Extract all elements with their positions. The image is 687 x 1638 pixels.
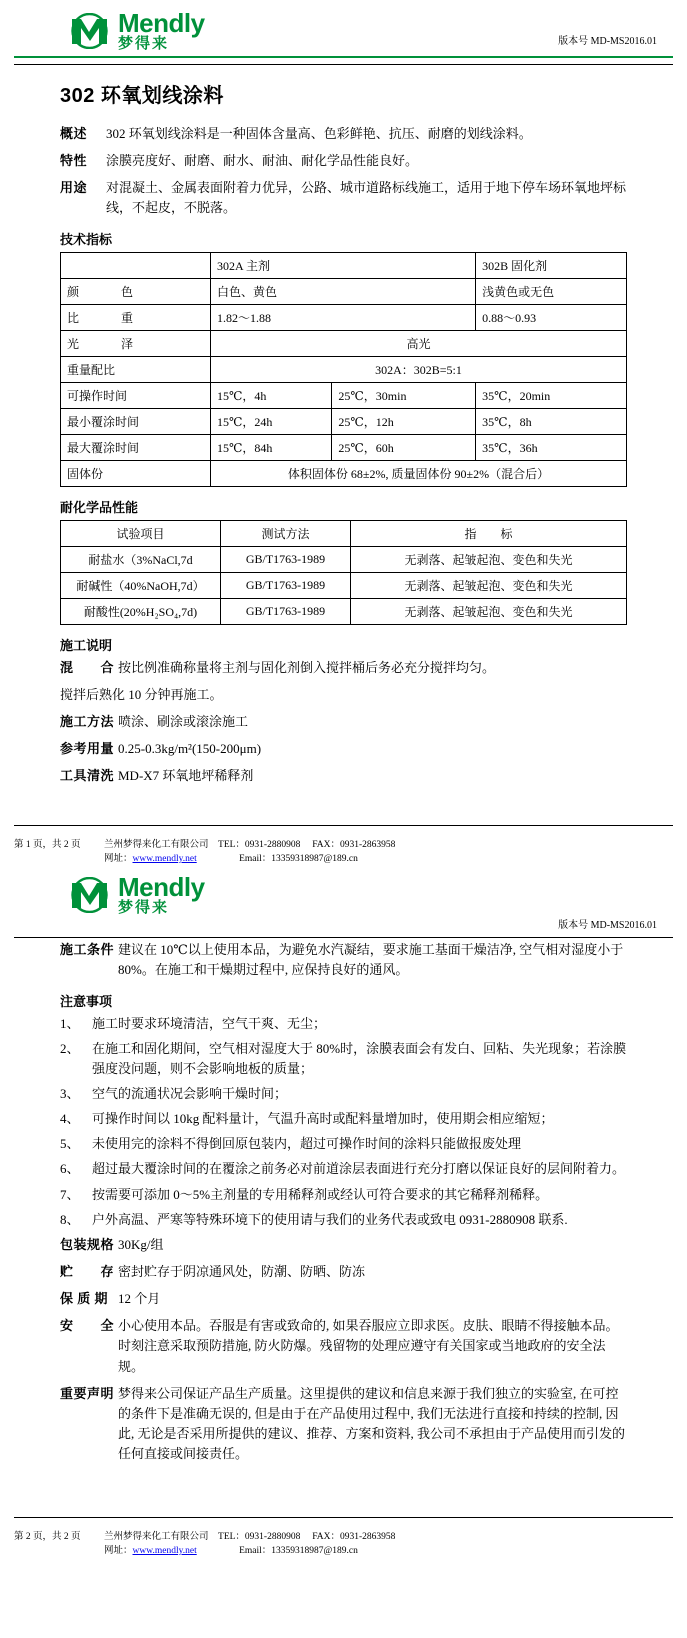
spec-col-b-header: 302B 固化剂 (476, 252, 627, 278)
spec-heading: 技术指标 (60, 231, 113, 247)
brand-name-en-2: Mendly (118, 872, 205, 903)
spec-row-color-b: 浅黄色或无色 (476, 278, 627, 304)
chem-row-0-result: 无剥落、起皱起泡、变色和失光 (351, 546, 627, 572)
note-2-text: 空气的流通状况会影响干燥时间； (92, 1085, 288, 1101)
construction-method-label: 施工方法 (60, 713, 115, 729)
spec-row-min-recoat-label: 最小覆涂时间 (61, 408, 211, 434)
chem-row-0-item: 耐盐水（3%NaCl,7d (61, 546, 221, 572)
note-2-num: 3、 (60, 1085, 80, 1101)
note-3-num: 4、 (60, 1111, 80, 1127)
spec-row-pot-life-b: 25℃，30min (332, 382, 476, 408)
packaging-row (60, 1235, 627, 1255)
construction-cleaning (60, 766, 627, 786)
brand-header-2 (0, 864, 687, 916)
intro-usage (60, 178, 627, 218)
intro-usage-text: 对混凝土、金属表面附着力优异，公路、城市道路标线施工，适用于地下停车场环氧地坪标线，不起皮，不脱落。 (106, 180, 627, 216)
header-divider-thin-2 (14, 937, 673, 938)
footer-tel-2: TEL：0931-2880908 (218, 1532, 301, 1543)
note-6-text: 按需要可添加 0～5%主剂量的专用稀释剂或经认可符合要求的其它稀释剂稀释。 (92, 1186, 549, 1202)
chem-row-2-result: 无剥落、起皱起泡、变色和失光 (351, 598, 627, 624)
footer-divider-1 (14, 825, 673, 826)
page-2-footer (0, 1528, 687, 1556)
safety-row (60, 1316, 627, 1376)
footer-web-link-1[interactable]: www.mendly.net (132, 854, 197, 865)
note-0-text: 施工时要求环境清洁，空气干爽、无尘； (92, 1015, 327, 1031)
table-header-row (61, 520, 627, 546)
disclaimer-row (60, 1384, 627, 1465)
table-row (61, 460, 627, 486)
chem-heading: 耐化学品性能 (60, 499, 139, 515)
chem-header-method: 测试方法 (221, 520, 351, 546)
safety-label: 安 全 (60, 1318, 115, 1334)
spec-corner-cell (61, 252, 211, 278)
chem-header-item: 试验项目 (61, 520, 221, 546)
footer-web-link-2[interactable]: www.mendly.net (132, 1546, 197, 1557)
construction-coverage-label: 参考用量 (60, 740, 115, 756)
intro-overview-text: 302 环氧划线涂料是一种固体含量高、色彩鲜艳、抗压、耐磨的划线涂料。 (106, 126, 532, 141)
footer-email-2: Email：13359318987@189.cn (239, 1546, 358, 1557)
footer-fax-1: FAX：0931-2863958 (312, 840, 396, 851)
spec-row-max-recoat-label: 最大覆涂时间 (61, 434, 211, 460)
spec-row-gloss-value: 高光 (211, 330, 627, 356)
note-3-text: 可操作时间以 10kg 配料量计，气温升高时或配料量增加时，使用期会相应缩短； (92, 1111, 554, 1127)
mendly-logo-icon (68, 13, 112, 49)
safety-text: 小心使用本品。吞服是有害或致命的, 如果吞服应立即求医。皮肤、眼睛不得接触本品。时刻注意采取预防措施, 防火防爆。残留物的处理应遵守有关国家或当地政府的安全法规。 (118, 1318, 619, 1374)
chem-row-2-method: GB/T1763-1989 (221, 598, 351, 624)
list-item (60, 1109, 627, 1129)
spec-row-max-recoat-a: 15℃，84h (211, 434, 332, 460)
construction-heading: 施工说明 (60, 637, 113, 653)
chemical-resistance-table (60, 520, 627, 625)
construction-method (60, 712, 627, 732)
chem-row-0-method: GB/T1763-1989 (221, 546, 351, 572)
footer-web-label-1: 网址： (104, 854, 133, 865)
footer-company-2: 兰州梦得来化工有限公司 (104, 1532, 209, 1543)
version-label: 版本号 MD-MS2016.01 (558, 36, 657, 47)
spec-row-max-recoat-b: 25℃，60h (332, 434, 476, 460)
chem-row-1-method: GB/T1763-1989 (221, 572, 351, 598)
spec-col-a-header: 302A 主剂 (211, 252, 476, 278)
footer-tel-1: TEL：0931-2880908 (218, 840, 301, 851)
packaging-label: 包装规格 (60, 1236, 115, 1252)
table-row (61, 598, 627, 624)
storage-row (60, 1262, 627, 1282)
chem-header-result: 指 标 (351, 520, 627, 546)
construction-mixing-label: 混 合 (60, 659, 115, 675)
page-title: 302 环氧划线涂料 (60, 85, 224, 107)
spec-row-min-recoat-a: 15℃，24h (211, 408, 332, 434)
notes-heading: 注意事项 (60, 993, 113, 1009)
spec-row-gloss-label: 光 泽 (61, 330, 211, 356)
construction-condition-text: 建议在 10℃以上使用本品，为避免水汽凝结，要求施工基面干燥洁净, 空气相对湿度小于 80%。在施工和干燥期过程中, 应保持良好的通风。 (118, 942, 624, 978)
brand-name-cn: 梦得来 (118, 36, 170, 52)
spec-row-color-label: 颜 色 (61, 278, 211, 304)
page-number-2: 第 2 页，共 2 页 (14, 1532, 81, 1543)
document-page-2 (0, 864, 687, 1574)
intro-features-text: 涂膜亮度好、耐磨、耐水、耐油、耐化学品性能良好。 (106, 153, 419, 169)
construction-condition-label: 施工条件 (60, 942, 115, 958)
intro-usage-label: 用途 (60, 180, 88, 196)
mendly-logo-icon (68, 877, 112, 913)
table-row (61, 278, 627, 304)
table-row (61, 434, 627, 460)
brand-name-cn-2: 梦得来 (118, 900, 170, 917)
list-item (60, 1134, 627, 1154)
table-row (61, 356, 627, 382)
note-7-text: 户外高温、严寒等特殊环境下的使用请与我们的业务代表或致电 0931-2880908 联系. (92, 1211, 568, 1227)
note-4-text: 未使用完的涂料不得倒回原包装内，超过可操作时间的涂料只能做报废处理 (92, 1136, 522, 1152)
page-1-footer (0, 836, 687, 864)
construction-cleaning-label: 工具清洗 (60, 768, 115, 784)
note-7-num: 8、 (60, 1211, 80, 1227)
packaging-text: 30Kg/组 (118, 1236, 164, 1252)
disclaimer-text: 梦得来公司保证产品生产质量。这里提供的建议和信息来源于我们独立的实验室, 在可控的条件下是准确无误的, 但是由于在产品使用过程中, 我们无法进行直接和持续的控制, 因此, 无论是否采用所提供的建议、推荐、方案和资料, 我公司不承担由于产品使用而引发的任何直接或间接责任。 (118, 1385, 626, 1462)
construction-condition (60, 940, 627, 980)
table-row (61, 304, 627, 330)
chem-row-2-item: 耐酸性(20%H₂SO₄,7d) (61, 598, 221, 624)
construction-mixing (60, 658, 627, 678)
intro-features (60, 151, 627, 171)
table-row (61, 546, 627, 572)
header-divider-thin (14, 64, 673, 65)
construction-coverage (60, 739, 627, 759)
notes-list (60, 1014, 627, 1230)
shelf-life-label: 保 质 期 (60, 1291, 109, 1307)
note-1-text: 在施工和固化期间，空气相对湿度大于 80%时，涂膜表面会有发白、回粘、失光现象；若涂膜强度没问题，则不会影响地板的质量； (92, 1040, 627, 1076)
chem-row-1-result: 无剥落、起皱起泡、变色和失光 (351, 572, 627, 598)
list-item (60, 1084, 627, 1104)
intro-overview (60, 124, 627, 144)
note-6-num: 7、 (60, 1186, 80, 1202)
footer-email-1: Email：13359318987@189.cn (239, 854, 358, 865)
spec-row-solids-label: 固体份 (61, 460, 211, 486)
technical-spec-table (60, 252, 627, 487)
list-item (60, 1014, 627, 1034)
spec-row-min-recoat-b: 25℃，12h (332, 408, 476, 434)
footer-company-1: 兰州梦得来化工有限公司 (104, 840, 209, 851)
intro-overview-label: 概述 (60, 126, 88, 141)
construction-mixing-note (60, 685, 627, 705)
note-5-num: 6、 (60, 1161, 80, 1177)
page-number-1: 第 1 页，共 2 页 (14, 840, 81, 851)
spec-row-pot-life-label: 可操作时间 (61, 382, 211, 408)
spec-row-ratio-value: 302A：302B=5:1 (211, 356, 627, 382)
table-row (61, 408, 627, 434)
spec-row-density-label: 比 重 (61, 304, 211, 330)
note-5-text: 超过最大覆涂时间的在覆涂之前务必对前道涂层表面进行充分打磨以保证良好的层间附着力。 (92, 1161, 626, 1177)
spec-row-min-recoat-c: 35℃，8h (476, 408, 627, 434)
storage-text: 密封贮存于阴凉通风处，防潮、防晒、防冻 (118, 1263, 366, 1279)
table-row (61, 382, 627, 408)
spec-row-density-b: 0.88～0.93 (476, 304, 627, 330)
spec-row-color-a: 白色、黄色 (211, 278, 476, 304)
construction-mixing-note-text: 搅拌后熟化 10 分钟再施工。 (60, 686, 223, 702)
construction-cleaning-text: MD-X7 环氧地坪稀释剂 (118, 768, 254, 784)
spec-row-density-a: 1.82～1.88 (211, 304, 476, 330)
version-label-2: 版本号 MD-MS2016.01 (558, 920, 657, 932)
list-item (60, 1159, 627, 1179)
construction-coverage-text: 0.25-0.3kg/m²(150-200μm) (118, 740, 262, 756)
brand-header (0, 0, 687, 52)
storage-label: 贮 存 (60, 1263, 115, 1279)
spec-row-max-recoat-c: 35℃，36h (476, 434, 627, 460)
table-row (61, 330, 627, 356)
shelf-life-row (60, 1289, 627, 1309)
table-row (61, 252, 627, 278)
disclaimer-label: 重要声明 (60, 1385, 115, 1401)
note-1-num: 2、 (60, 1040, 80, 1056)
spec-row-pot-life-c: 35℃，20min (476, 382, 627, 408)
spec-row-solids-value: 体积固体份 68±2%, 质量固体份 90±2%（混合后） (211, 460, 627, 486)
footer-fax-2: FAX：0931-2863958 (312, 1532, 396, 1543)
footer-web-label-2: 网址： (104, 1546, 133, 1557)
construction-method-text: 喷涂、刷涂或滚涂施工 (118, 713, 249, 729)
header-divider-green (14, 56, 673, 58)
construction-mixing-text: 按比例准确称量将主剂与固化剂倒入搅拌桶后务必充分搅拌均匀。 (118, 659, 496, 675)
list-item (60, 1039, 627, 1079)
footer-divider-2 (14, 1517, 673, 1518)
spec-row-ratio-label: 重量配比 (61, 356, 211, 382)
table-row (61, 572, 627, 598)
logo (68, 10, 205, 52)
list-item (60, 1185, 627, 1205)
shelf-life-text: 12 个月 (118, 1291, 161, 1307)
intro-features-label: 特性 (60, 153, 88, 169)
chem-row-1-item: 耐碱性（40%NaOH,7d） (61, 572, 221, 598)
spec-row-pot-life-a: 15℃，4h (211, 382, 332, 408)
list-item (60, 1210, 627, 1230)
logo-2 (68, 874, 205, 916)
note-0-num: 1、 (60, 1015, 80, 1031)
brand-name-en: Mendly (118, 8, 205, 38)
note-4-num: 5、 (60, 1136, 80, 1152)
